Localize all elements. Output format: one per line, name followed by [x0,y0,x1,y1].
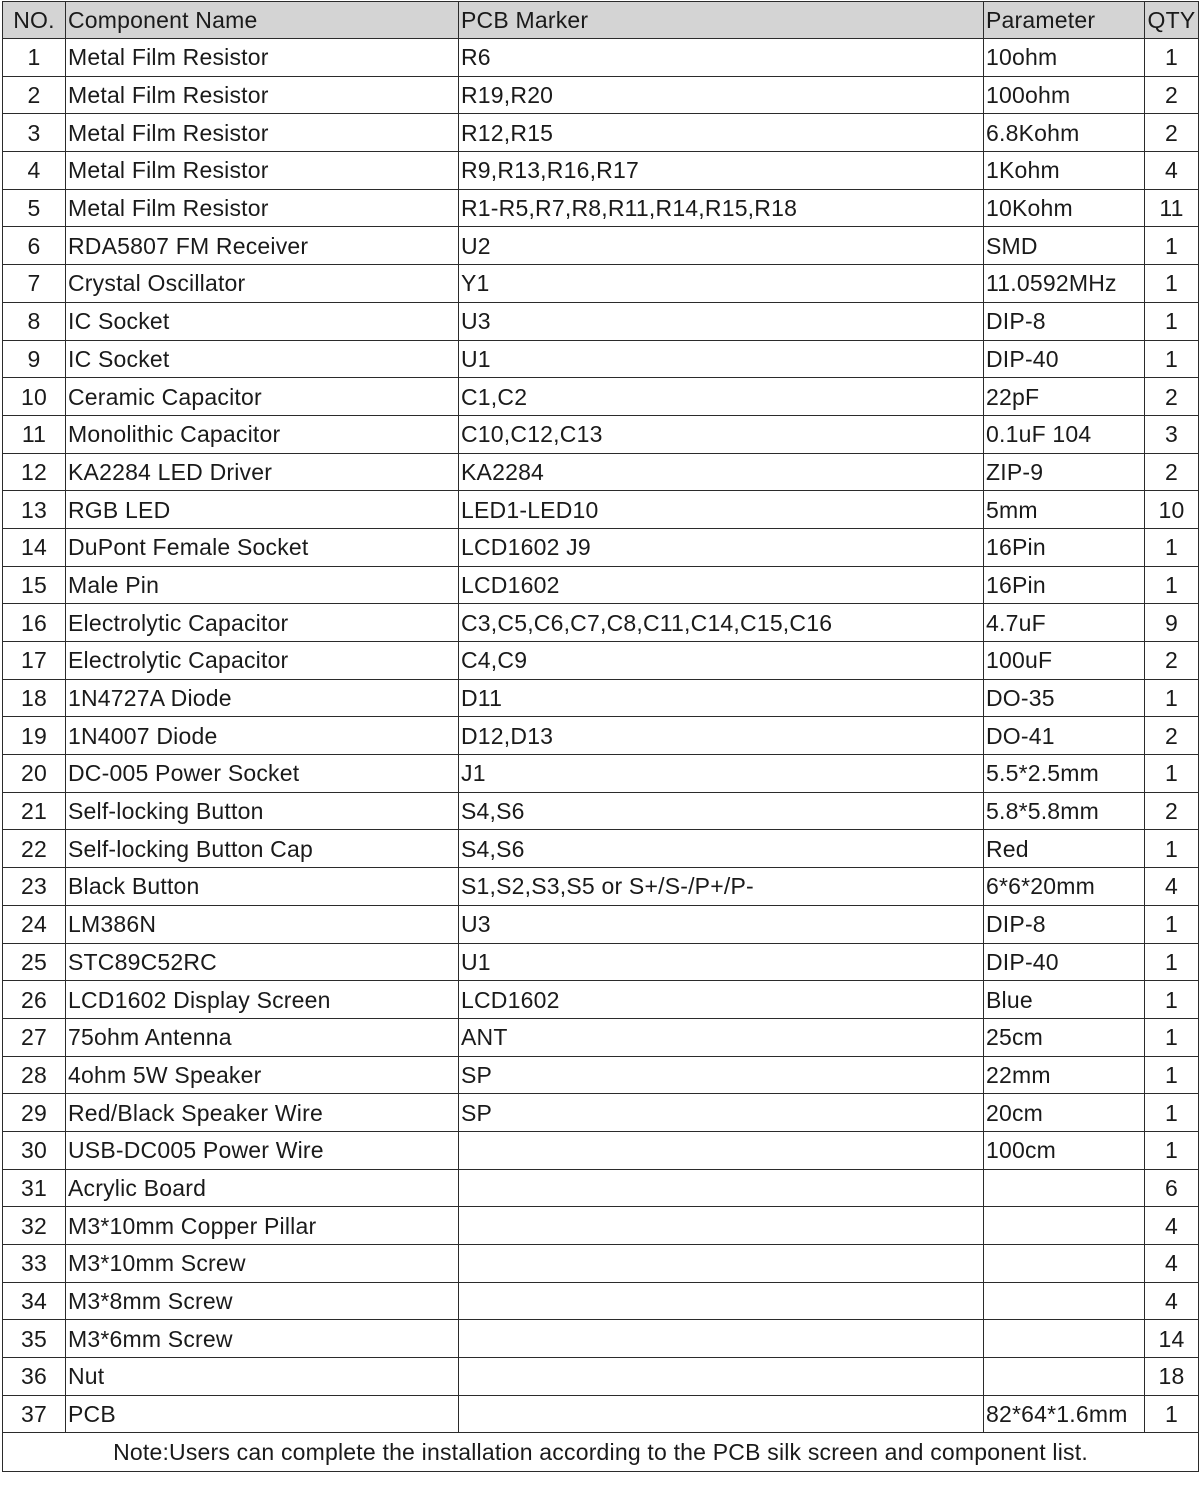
cell-component-name: Nut [66,1358,459,1396]
cell-pcb-marker: SP [459,1094,984,1132]
cell-component-name: Metal Film Resistor [66,189,459,227]
cell-pcb-marker: U1 [459,943,984,981]
cell-qty: 1 [1145,227,1199,265]
cell-parameter: 6.8Kohm [984,114,1145,152]
cell-qty: 1 [1145,755,1199,793]
table-row [3,302,1199,340]
cell-pcb-marker: U1 [459,340,984,378]
cell-component-name: Monolithic Capacitor [66,415,459,453]
table-row [3,1018,1199,1056]
cell-pcb-marker: D11 [459,679,984,717]
cell-parameter: 22pF [984,378,1145,416]
cell-qty: 4 [1145,1245,1199,1283]
cell-parameter: 11.0592MHz [984,265,1145,303]
cell-component-name: Electrolytic Capacitor [66,604,459,642]
cell-pcb-marker: S4,S6 [459,792,984,830]
cell-no: 7 [3,265,66,303]
cell-parameter: DIP-40 [984,943,1145,981]
cell-parameter: 25cm [984,1018,1145,1056]
cell-qty: 14 [1145,1320,1199,1358]
cell-no: 8 [3,302,66,340]
table-row [3,1131,1199,1169]
cell-no: 37 [3,1395,66,1433]
cell-pcb-marker: J1 [459,755,984,793]
cell-qty: 1 [1145,1018,1199,1056]
cell-no: 18 [3,679,66,717]
cell-parameter: DIP-40 [984,340,1145,378]
cell-no: 16 [3,604,66,642]
cell-component-name: KA2284 LED Driver [66,453,459,491]
cell-component-name: Metal Film Resistor [66,39,459,77]
cell-parameter [984,1169,1145,1207]
header-qty: QTY [1145,2,1199,39]
cell-pcb-marker: S4,S6 [459,830,984,868]
cell-component-name: USB-DC005 Power Wire [66,1131,459,1169]
cell-no: 11 [3,415,66,453]
cell-no: 35 [3,1320,66,1358]
table-row [3,1395,1199,1433]
cell-parameter: DO-35 [984,679,1145,717]
table-row [3,717,1199,755]
cell-no: 10 [3,378,66,416]
note-row [3,1433,1199,1472]
cell-qty: 1 [1145,39,1199,77]
cell-no: 25 [3,943,66,981]
cell-no: 20 [3,755,66,793]
cell-pcb-marker: C4,C9 [459,642,984,680]
header-component-name: Component Name [66,2,459,39]
cell-qty: 4 [1145,1282,1199,1320]
cell-pcb-marker [459,1358,984,1396]
cell-component-name: Electrolytic Capacitor [66,642,459,680]
cell-parameter: 16Pin [984,566,1145,604]
cell-pcb-marker: KA2284 [459,453,984,491]
cell-qty: 3 [1145,415,1199,453]
cell-parameter: 5.5*2.5mm [984,755,1145,793]
cell-qty: 1 [1145,905,1199,943]
cell-component-name: LCD1602 Display Screen [66,981,459,1019]
cell-qty: 4 [1145,1207,1199,1245]
cell-parameter: 0.1uF 104 [984,415,1145,453]
table-row [3,1245,1199,1283]
cell-component-name: 75ohm Antenna [66,1018,459,1056]
cell-pcb-marker [459,1169,984,1207]
cell-qty: 1 [1145,528,1199,566]
cell-pcb-marker: SP [459,1056,984,1094]
cell-parameter: 100cm [984,1131,1145,1169]
cell-pcb-marker: C10,C12,C13 [459,415,984,453]
cell-qty: 1 [1145,566,1199,604]
cell-no: 23 [3,868,66,906]
cell-parameter: Red [984,830,1145,868]
table-row [3,1056,1199,1094]
cell-qty: 1 [1145,1094,1199,1132]
cell-no: 12 [3,453,66,491]
cell-qty: 2 [1145,76,1199,114]
table-row [3,792,1199,830]
cell-parameter [984,1320,1145,1358]
cell-pcb-marker [459,1131,984,1169]
cell-component-name: Black Button [66,868,459,906]
cell-component-name: IC Socket [66,340,459,378]
component-list-table [2,1,1199,1472]
table-row [3,1282,1199,1320]
table-row [3,415,1199,453]
table-row [3,566,1199,604]
table-row [3,642,1199,680]
table-row [3,227,1199,265]
cell-no: 32 [3,1207,66,1245]
cell-parameter [984,1207,1145,1245]
cell-qty: 18 [1145,1358,1199,1396]
cell-pcb-marker: U3 [459,302,984,340]
cell-qty: 4 [1145,152,1199,190]
cell-pcb-marker: D12,D13 [459,717,984,755]
cell-pcb-marker [459,1245,984,1283]
cell-pcb-marker: Y1 [459,265,984,303]
cell-parameter: 6*6*20mm [984,868,1145,906]
cell-component-name: Crystal Oscillator [66,265,459,303]
cell-parameter: Blue [984,981,1145,1019]
cell-pcb-marker: U3 [459,905,984,943]
cell-qty: 2 [1145,792,1199,830]
cell-qty: 1 [1145,679,1199,717]
cell-no: 4 [3,152,66,190]
cell-no: 28 [3,1056,66,1094]
cell-no: 27 [3,1018,66,1056]
cell-no: 34 [3,1282,66,1320]
table-row [3,152,1199,190]
table-row [3,679,1199,717]
table-row [3,189,1199,227]
cell-parameter: DO-41 [984,717,1145,755]
cell-parameter: 4.7uF [984,604,1145,642]
table-row [3,830,1199,868]
cell-no: 19 [3,717,66,755]
table-row [3,1320,1199,1358]
cell-qty: 1 [1145,830,1199,868]
cell-qty: 2 [1145,642,1199,680]
cell-qty: 1 [1145,1056,1199,1094]
cell-qty: 1 [1145,1395,1199,1433]
cell-parameter: 82*64*1.6mm [984,1395,1145,1433]
cell-pcb-marker: C1,C2 [459,378,984,416]
table-row [3,39,1199,77]
table-row [3,265,1199,303]
cell-qty: 2 [1145,453,1199,491]
cell-pcb-marker: LCD1602 [459,981,984,1019]
cell-parameter: 10ohm [984,39,1145,77]
cell-component-name: Red/Black Speaker Wire [66,1094,459,1132]
cell-qty: 9 [1145,604,1199,642]
table-row [3,114,1199,152]
cell-qty: 1 [1145,1131,1199,1169]
cell-pcb-marker: R9,R13,R16,R17 [459,152,984,190]
cell-no: 2 [3,76,66,114]
cell-parameter: 100ohm [984,76,1145,114]
cell-no: 15 [3,566,66,604]
cell-parameter: ZIP-9 [984,453,1145,491]
cell-qty: 2 [1145,378,1199,416]
table-row [3,943,1199,981]
cell-component-name: DuPont Female Socket [66,528,459,566]
table-row [3,1207,1199,1245]
cell-qty: 1 [1145,302,1199,340]
cell-qty: 1 [1145,981,1199,1019]
cell-component-name: 1N4007 Diode [66,717,459,755]
cell-no: 6 [3,227,66,265]
cell-component-name: Self-locking Button [66,792,459,830]
header-row [3,2,1199,39]
table-row [3,491,1199,529]
cell-parameter [984,1358,1145,1396]
table-row [3,981,1199,1019]
cell-component-name: Ceramic Capacitor [66,378,459,416]
cell-pcb-marker [459,1207,984,1245]
cell-qty: 1 [1145,265,1199,303]
cell-pcb-marker: LED1-LED10 [459,491,984,529]
cell-pcb-marker: R6 [459,39,984,77]
header-parameter: Parameter [984,2,1145,39]
cell-no: 26 [3,981,66,1019]
cell-pcb-marker: U2 [459,227,984,265]
cell-no: 14 [3,528,66,566]
cell-parameter: 22mm [984,1056,1145,1094]
cell-component-name: M3*6mm Screw [66,1320,459,1358]
table-row [3,868,1199,906]
cell-component-name: Acrylic Board [66,1169,459,1207]
cell-no: 17 [3,642,66,680]
cell-parameter: 10Kohm [984,189,1145,227]
cell-pcb-marker [459,1282,984,1320]
cell-parameter: 100uF [984,642,1145,680]
cell-no: 36 [3,1358,66,1396]
cell-qty: 2 [1145,717,1199,755]
table-row [3,378,1199,416]
cell-pcb-marker: LCD1602 J9 [459,528,984,566]
cell-qty: 11 [1145,189,1199,227]
cell-no: 13 [3,491,66,529]
cell-no: 24 [3,905,66,943]
cell-component-name: M3*8mm Screw [66,1282,459,1320]
table-row [3,755,1199,793]
cell-pcb-marker [459,1395,984,1433]
cell-qty: 2 [1145,114,1199,152]
cell-component-name: LM386N [66,905,459,943]
cell-component-name: RGB LED [66,491,459,529]
cell-parameter: 16Pin [984,528,1145,566]
cell-no: 21 [3,792,66,830]
cell-qty: 1 [1145,943,1199,981]
cell-qty: 4 [1145,868,1199,906]
cell-no: 9 [3,340,66,378]
cell-component-name: STC89C52RC [66,943,459,981]
cell-component-name: Self-locking Button Cap [66,830,459,868]
cell-parameter [984,1245,1145,1283]
cell-parameter: DIP-8 [984,905,1145,943]
cell-parameter: 5.8*5.8mm [984,792,1145,830]
cell-no: 29 [3,1094,66,1132]
header-no: NO. [3,2,66,39]
cell-component-name: M3*10mm Copper Pillar [66,1207,459,1245]
table-row [3,340,1199,378]
cell-no: 33 [3,1245,66,1283]
cell-component-name: RDA5807 FM Receiver [66,227,459,265]
cell-qty: 6 [1145,1169,1199,1207]
cell-qty: 10 [1145,491,1199,529]
table-row [3,453,1199,491]
cell-parameter: SMD [984,227,1145,265]
cell-component-name: Metal Film Resistor [66,76,459,114]
cell-pcb-marker: LCD1602 [459,566,984,604]
cell-pcb-marker: C3,C5,C6,C7,C8,C11,C14,C15,C16 [459,604,984,642]
cell-component-name: 4ohm 5W Speaker [66,1056,459,1094]
cell-no: 22 [3,830,66,868]
cell-parameter: 5mm [984,491,1145,529]
cell-component-name: M3*10mm Screw [66,1245,459,1283]
cell-no: 3 [3,114,66,152]
cell-component-name: Metal Film Resistor [66,114,459,152]
cell-parameter: 20cm [984,1094,1145,1132]
table-body [3,39,1199,1433]
table-row [3,604,1199,642]
table-row [3,1358,1199,1396]
cell-pcb-marker: R19,R20 [459,76,984,114]
header-pcb-marker: PCB Marker [459,2,984,39]
cell-component-name: 1N4727A Diode [66,679,459,717]
cell-pcb-marker: ANT [459,1018,984,1056]
table-row [3,1169,1199,1207]
cell-parameter [984,1282,1145,1320]
cell-component-name: DC-005 Power Socket [66,755,459,793]
cell-parameter: DIP-8 [984,302,1145,340]
table-row [3,528,1199,566]
cell-parameter: 1Kohm [984,152,1145,190]
cell-pcb-marker [459,1320,984,1358]
cell-no: 1 [3,39,66,77]
cell-no: 5 [3,189,66,227]
cell-component-name: PCB [66,1395,459,1433]
table-row [3,1094,1199,1132]
cell-component-name: Male Pin [66,566,459,604]
cell-pcb-marker: R1-R5,R7,R8,R11,R14,R15,R18 [459,189,984,227]
table-row [3,905,1199,943]
cell-component-name: IC Socket [66,302,459,340]
installation-note: Note:Users can complete the installation according to the PCB silk screen and component list. [3,1433,1199,1472]
cell-no: 30 [3,1131,66,1169]
cell-component-name: Metal Film Resistor [66,152,459,190]
cell-qty: 1 [1145,340,1199,378]
cell-pcb-marker: R12,R15 [459,114,984,152]
table-row [3,76,1199,114]
cell-no: 31 [3,1169,66,1207]
cell-pcb-marker: S1,S2,S3,S5 or S+/S-/P+/P- [459,868,984,906]
